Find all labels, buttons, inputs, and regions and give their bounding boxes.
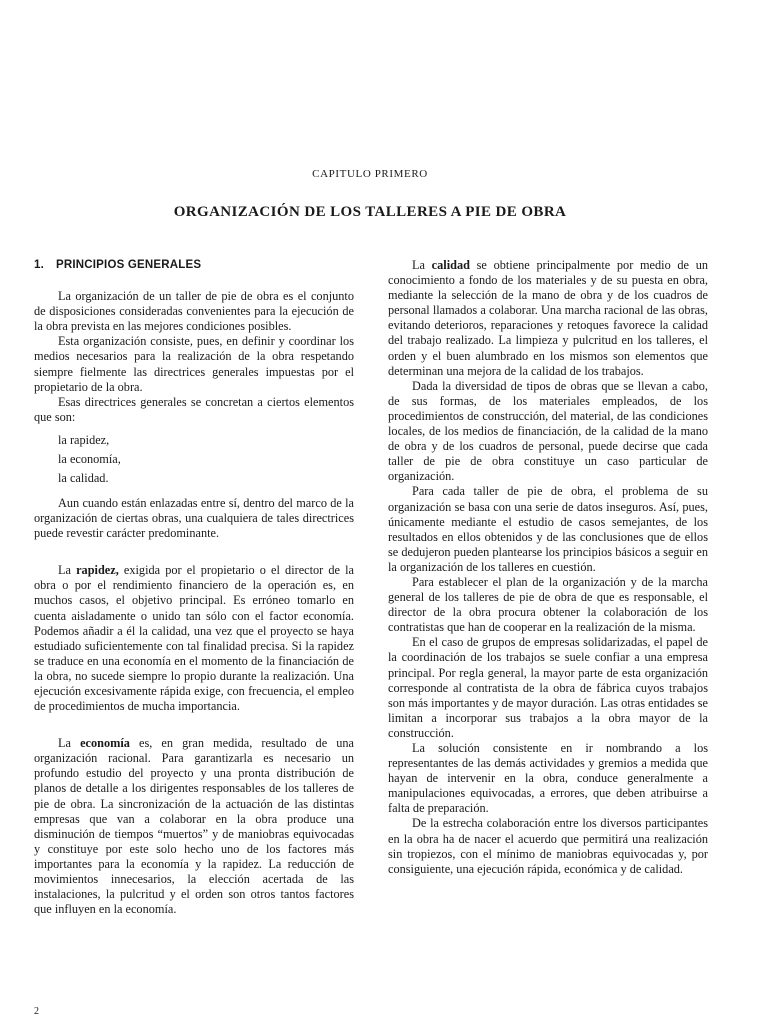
left-column — [34, 258, 354, 917]
paragraph-calidad: La calidad se obtiene principalmente por medio de un conocimiento a fondo de los materiales y de su puesta en obra, mediante la selección de la mano de obra y de los cuadros de personal llamados a colaborar. Una marcha racional de las obras, evitando deterioros, reparaciones y retoques favorece la calidad del trabajo realizado. La limpieza y pulcritud en los talleres, el orden y el buen alumbrado en los mismos son elementos que determinan una mejora de la calidad de los trabajos. — [388, 258, 708, 378]
qualities-list — [58, 431, 354, 488]
paragraph: Para establecer el plan de la organización y de la marcha general de los talleres de pie de obra de que es responsable, el director de la obra procura obtener la colaboración de los contratistas que han de cooperar en la realización de la misma. — [388, 574, 708, 635]
page-number: 2 — [34, 1006, 39, 1017]
paragraph: La organización de un taller de pie de obra es el conjunto de disposiciones consideradas convenientes para la ejecución de la obra prevista en las mejores condiciones posibles. — [34, 289, 354, 334]
paragraph: La solución consistente en ir nombrando a los representantes de las demás actividades y gremios a medida que hayan de intervenir en la obra, conduce generalmente a manipulaciones equivocadas, a errores, que deben atribuirse a falta de preparación. — [388, 741, 708, 816]
paragraph-economia: La economía es, en gran medida, resultado de una organización racional. Para garantizarla es necesario un profundo estudio del proyecto y una pronta distribución de planos de detalle a los dirigentes responsables de los talleres de pie de obra. La sincronización de la actuación de las distintas empresas que van a colaborar en la obra produce una disminución de tiempos “muertos” y de maniobras equivocadas y constituye por este solo hecho uno de los factores más importantes para la economía y la rapidez. La reducción de movimientos innecesarios, la elección acertada de las instalaciones, la pulcritud y el orden son otros tantos factores que influyen en la economía. — [34, 736, 355, 917]
paragraph: Para cada taller de pie de obra, el problema de su organización se basa con una serie de datos inseguros. Así, pues, únicamente mediante el estudio de casos semejantes, de los resultados en ellos obtenidos y de las conclusiones que de ellos se dedujeron pueden plantearse los principios básicos a seguir en la organización de los talleres en cuestión. — [388, 484, 708, 574]
section-title: PRINCIPIOS GENERALES — [56, 259, 202, 271]
list-item: la rapidez, — [58, 432, 110, 447]
term-economia: economía — [80, 736, 130, 751]
paragraph: Aun cuando están enlazadas entre sí, dentro del marco de la organización de ciertas obras, una cualquiera de tales directrices puede revestir carácter predominante. — [34, 495, 354, 541]
paragraph: Esas directrices generales se concretan a ciertos elementos que son: — [34, 394, 354, 424]
right-column — [388, 258, 708, 877]
paragraph: Esta organización consiste, pues, en definir y coordinar los medios necesarios para la realización de la obra respetando siempre fielmente las directrices generales impuestas por el propietario de la obra. — [34, 334, 354, 394]
chapter-label: CAPITULO PRIMERO — [312, 168, 428, 180]
paragraph-rapidez: La rapidez, exigida por el propietario o el director de la obra o por el rendimiento financiero de la operación es, en muchos casos, el objetivo principal. Es erróneo tomarlo en cuenta aisladamente o unido tan sólo con el factor economía. Podemos añadir a él la calidad, una vez que el proyecto se haya estudiado suficientemente con tal finalidad precisa. Si la rapidez se traduce en una economía en el momento de la financiación de la obra, no sucede siempre lo propio durante la realización. Una ejecución excesivamente rápida exige, con frecuencia, el empleo de procedimientos de mucha importancia. — [34, 563, 354, 714]
paragraph: De la estrecha colaboración entre los diversos participantes en la obra ha de nacer el acuerdo que permitirá una realización sin tropiezos, con el mínimo de maniobras equivocadas y, por consiguiente, una ejecución rápida, económica y de calidad. — [388, 816, 708, 876]
list-item: la economía, — [58, 451, 121, 466]
section-heading — [34, 258, 354, 273]
chapter-title: ORGANIZACIÓN DE LOS TALLERES A PIE DE OBRA — [173, 204, 567, 220]
term-rapidez: rapidez, — [76, 563, 119, 578]
term-calidad: calidad — [431, 258, 470, 272]
list-item: la calidad. — [58, 470, 109, 485]
paragraph: Dada la diversidad de tipos de obras que se llevan a cabo, de sus formas, de los materiales empleados, de los procedimientos de construcción, del material, de las condiciones locales, de los medios de financiación, de la calidad de la mano de obra y de los cuadros de personal, puede decirse que cada taller de pie de obra constituye un caso particular de organización. — [388, 378, 708, 484]
section-number: 1. — [34, 259, 44, 271]
paragraph: En el caso de grupos de empresas solidarizadas, el papel de la coordinación de los trabajos se suele confiar a una empresa principal. Por regla general, la mayor parte de esta organización corresponde al contratista de la obra de fábrica cuyos trabajos son más importantes y de mayor duración. Las otras entidades se limitan a incorporar sus trabajos a la obra mayor de la construcción. — [388, 635, 708, 740]
